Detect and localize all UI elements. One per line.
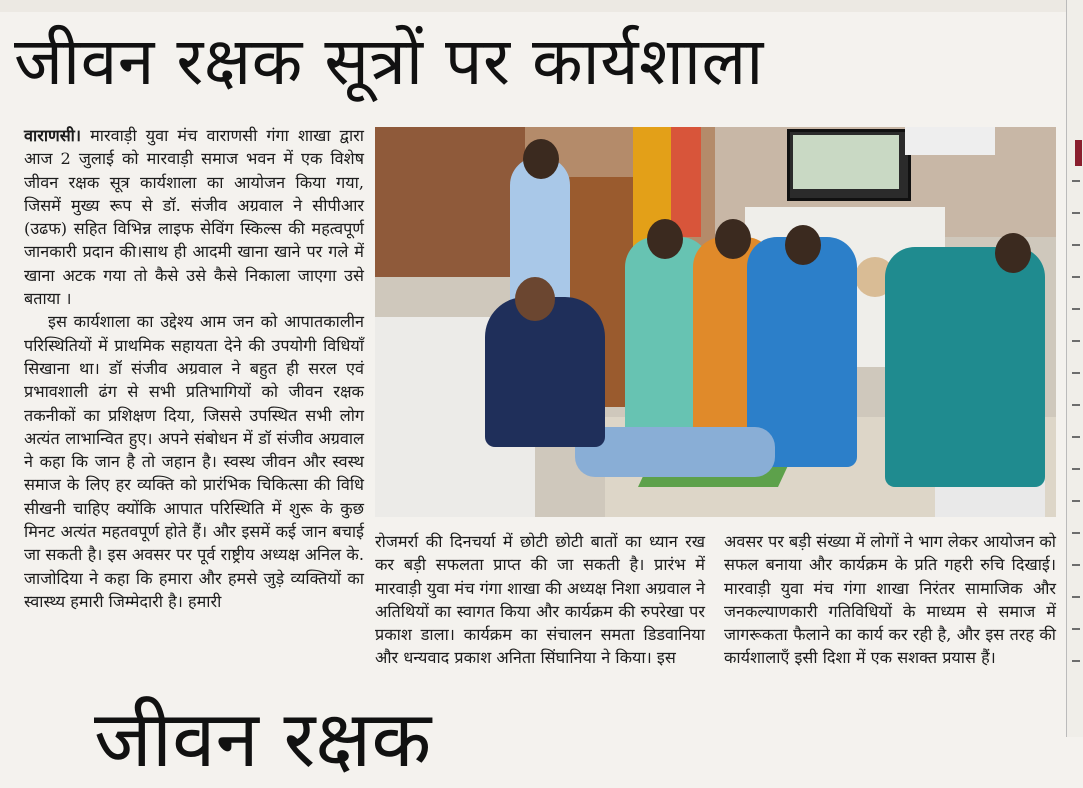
article-paragraph-1 [24, 124, 364, 310]
headline: जीवन रक्षक सूत्रों पर कार्यशाला [14, 23, 764, 100]
article-column-2: रोजमर्रा की दिनचर्या में छोटी छोटी बातों का ध्यान रख कर बड़ी सफलता प्राप्त की जा सकती है। प्रारंभ में मारवाड़ी युवा मंच गंगा शाखा की अध्यक्ष निशा अग्रवाल ने अतिथियों का स्वागत किया और कार्यक्रम की रुपरेखा पर प्रकाश डाला। कार्यक्रम का संचालन समता डिडवानिया और धन्यवाद प्रकाश अनिता सिंघानिया ने किया। इस [375, 532, 705, 668]
article-paragraph-1-text: मारवाड़ी युवा मंच वाराणसी गंगा शाखा द्वारा आज 2 जुलाई को मारवाड़ी समाज भवन में एक विशेष जीवन रक्षक सूत्र कार्यशाला का आयोजन किया गया, जिसमें मुख्य रूप से डॉ. संजीव अग्रवाल ने सीपीआर (उढफ) सहित विभिन्न लाइफ सेविंग स्किल्स की महत्वपूर्ण जानकारी प्रदान की।साथ ही आदमी खाना खाने पर गले में खाना अटक गया तो कैसे उसे कैसे निकाला जाएगा उसे बताया । [24, 126, 364, 309]
dateline: वाराणसी। [24, 126, 81, 145]
article-column-3: अवसर पर बड़ी संख्या में लोगों ने भाग लेकर आयोजन को सफल बनाया और कार्यक्रम के प्रति गहरी रुचि दिखाई। मारवाड़ी युवा मंच गंगा शाखा निरंतर सामाजिक और जनकल्याणकारी गतिविधियों के माध्यम से समाज में जागरूकता फैलाने का कार्य कर रही है, और इस तरह की कार्यशालाएँ इसी दिशा में एक सशक्त प्रयास हैं। [724, 532, 1056, 668]
article-paragraph-2: इस कार्यशाला का उद्देश्य आम जन को आपातकालीन परिस्थितियों में प्राथमिक सहायता देने की उपयोगी विधियाँ सिखाना था। डॉ संजीव अग्रवाल ने बहुत ही सरल एवं प्रभावशाली ढंग से सभी प्रतिभागियों को जीवन रक्षक तकनीकों का प्रशिक्षण दिया, जिससे उपस्थित सभी लोग अत्यंत लाभान्वित हुए। अपने संबोधन में डॉ संजीव अग्रवाल ने कहा कि जान है तो जहान है। स्वस्थ जीवन और स्वस्थ समाज के लिए हर व्यक्ति को प्रारंभिक चिकित्सा की विधि सीखनी चाहिए क्योंकि आपात परिस्थिति में शुरू के कुछ मिनट अत्यंत महतवपूर्ण होते हैं। और इसमें कई जान बचाई जा सकती है। इस अवसर पर पूर्व राष्ट्रीय अध्यक्ष अनिल के. जाजोदिया ने कहा कि हमारा और हमसे जुड़े व्यक्तियों का स्वास्थ्य हमारी जिम्मेदारी है। हमारी [24, 312, 364, 611]
article-column-1 [24, 124, 364, 730]
next-article-headline: जीवन रक्षक [94, 695, 432, 785]
page-top-strip [0, 0, 1082, 12]
adjacent-tag [1075, 140, 1082, 166]
adjacent-column-edge [1066, 0, 1083, 737]
news-photo [375, 127, 1056, 517]
